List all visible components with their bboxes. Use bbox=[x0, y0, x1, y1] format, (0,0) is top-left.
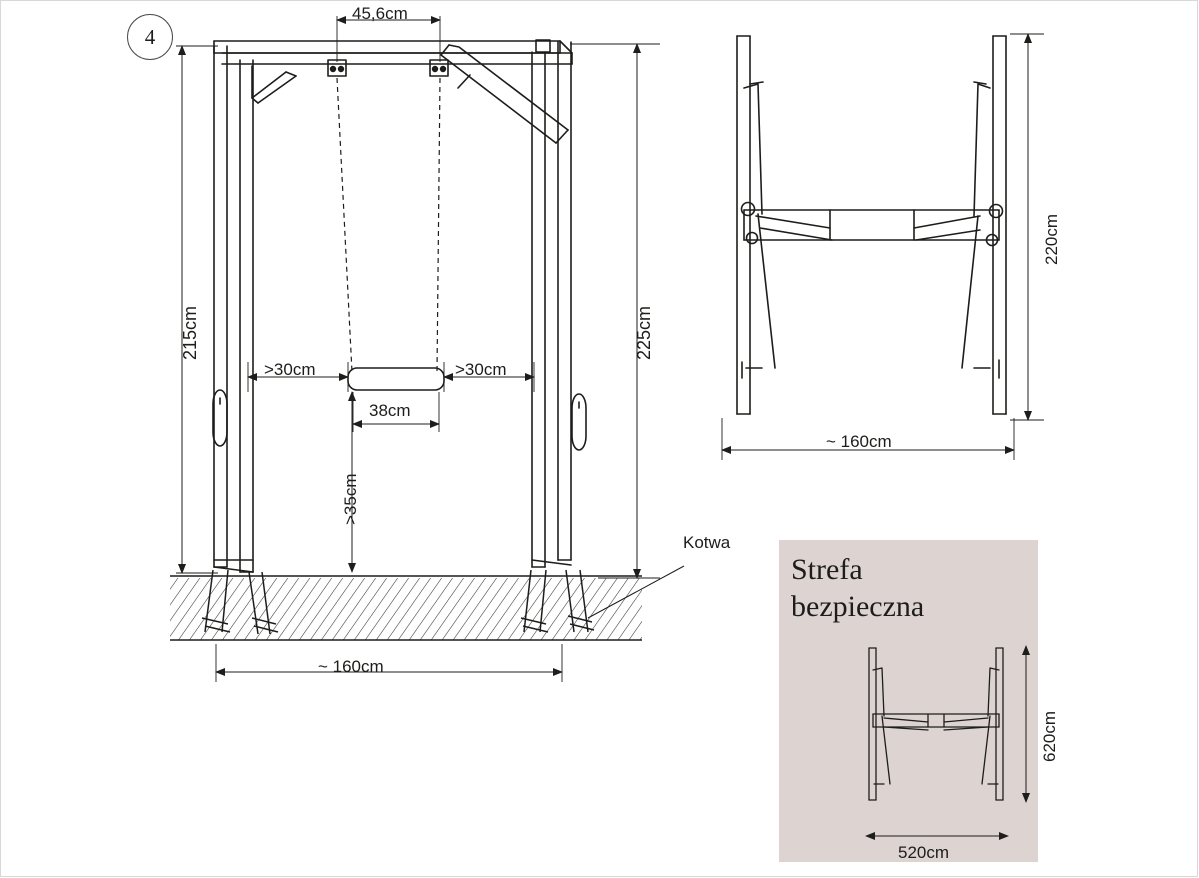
safety-zone-title-line2: bezpieczna bbox=[791, 589, 925, 623]
swing-ropes bbox=[337, 78, 440, 372]
side-view-dimensions bbox=[722, 34, 1044, 460]
anchor-label: Kotwa bbox=[683, 533, 731, 552]
front-view-structure bbox=[213, 40, 586, 572]
dim-gap-right-label: >30cm bbox=[455, 360, 507, 379]
safety-zone-dimensions bbox=[866, 646, 1026, 836]
side-width-label: ~ 160cm bbox=[826, 432, 892, 451]
dim-right-height-label: 225cm bbox=[634, 305, 654, 360]
side-view-structure bbox=[737, 36, 1006, 414]
dim-seat-height-label: >35cm bbox=[341, 473, 360, 525]
safety-height-label: 620cm bbox=[1040, 710, 1059, 762]
dim-seat-width-label: 38cm bbox=[369, 401, 411, 420]
safety-zone-structure bbox=[869, 648, 1003, 800]
safety-zone-title-line1: Strefa bbox=[791, 553, 863, 586]
swing-seat bbox=[348, 368, 444, 390]
side-height-label: 220cm bbox=[1042, 213, 1061, 265]
safety-width-label: 520cm bbox=[898, 843, 950, 862]
dim-gap-left-label: >30cm bbox=[264, 360, 316, 379]
dim-base-width-label: ~ 160cm bbox=[318, 657, 384, 676]
dim-top-beam-label: 45,6cm bbox=[352, 4, 408, 23]
step-number-badge: 4 bbox=[127, 14, 173, 60]
dim-left-height-label: 215cm bbox=[180, 305, 200, 360]
